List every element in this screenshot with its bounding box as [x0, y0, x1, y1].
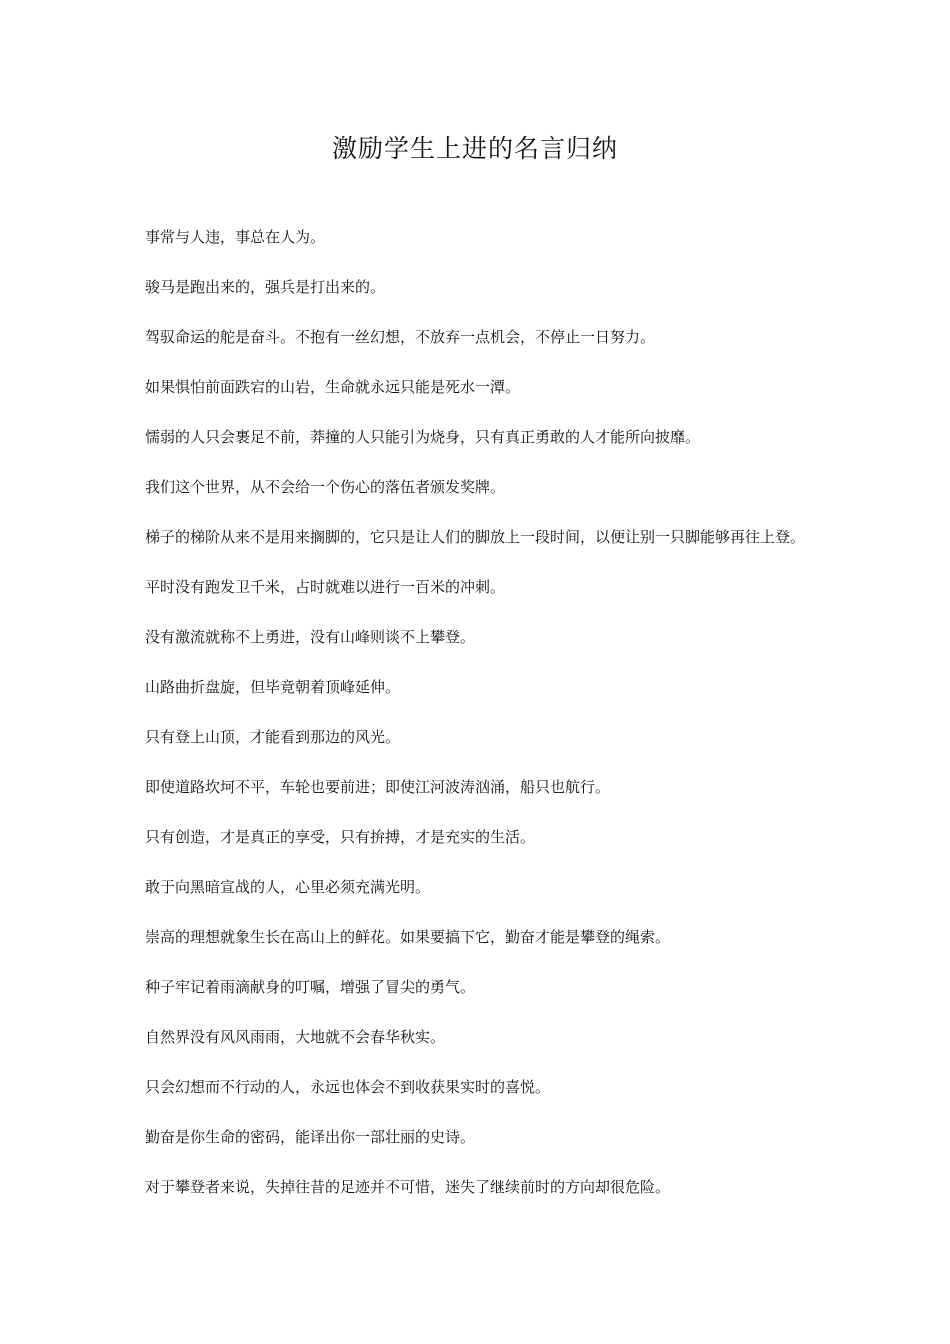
- quote-item: 梯子的梯阶从来不是用来搁脚的，它只是让人们的脚放上一段时间，以便让别一只脚能够再往上登。: [145, 528, 806, 546]
- quote-item: 种子牢记着雨滴献身的叮嘱，增强了冒尖的勇气。: [145, 978, 476, 996]
- quote-item: 只会幻想而不行动的人，永远也体会不到收获果实时的喜悦。: [145, 1078, 551, 1096]
- quote-item: 崇高的理想就象生长在高山上的鲜花。如果要搞下它，勤奋才能是攀登的绳索。: [145, 928, 671, 946]
- quote-item: 骏马是跑出来的，强兵是打出来的。: [145, 278, 386, 296]
- document-title: 激励学生上进的名言归纳: [331, 134, 618, 163]
- quote-item: 我们这个世界，从不会给一个伤心的落伍者颁发奖牌。: [145, 478, 506, 496]
- quote-item: 懦弱的人只会裹足不前，莽撞的人只能引为烧身，只有真正勇敢的人才能所向披靡。: [145, 428, 701, 446]
- quote-item: 即使道路坎坷不平，车轮也要前进；即使江河波涛汹涌，船只也航行。: [145, 778, 611, 796]
- quote-item: 事常与人违，事总在人为。: [145, 228, 326, 246]
- quote-item: 只有登上山顶，才能看到那边的风光。: [145, 728, 401, 746]
- quote-item: 只有创造，才是真正的享受，只有拚搏，才是充实的生活。: [145, 828, 536, 846]
- quote-list: [145, 225, 815, 1225]
- quote-item: 勤奋是你生命的密码，能译出你一部壮丽的史诗。: [145, 1128, 476, 1146]
- quote-item: 驾驭命运的舵是奋斗。不抱有一丝幻想，不放弃一点机会，不停止一日努力。: [145, 328, 656, 346]
- quote-item: 自然界没有风风雨雨，大地就不会春华秋实。: [145, 1028, 446, 1046]
- quote-item: 如果惧怕前面跌宕的山岩，生命就永远只能是死水一潭。: [145, 378, 521, 396]
- quote-item: 山路曲折盘旋，但毕竟朝着顶峰延伸。: [145, 678, 401, 696]
- quote-item: 没有激流就称不上勇进，没有山峰则谈不上攀登。: [145, 628, 476, 646]
- quote-item: 对于攀登者来说，失掉往昔的足迹并不可惜，迷失了继续前时的方向却很危险。: [145, 1178, 671, 1196]
- quote-item: 敢于向黑暗宣战的人，心里必须充满光明。: [145, 878, 431, 896]
- quote-item: 平时没有跑发卫千米，占时就难以进行一百米的冲刺。: [145, 578, 506, 596]
